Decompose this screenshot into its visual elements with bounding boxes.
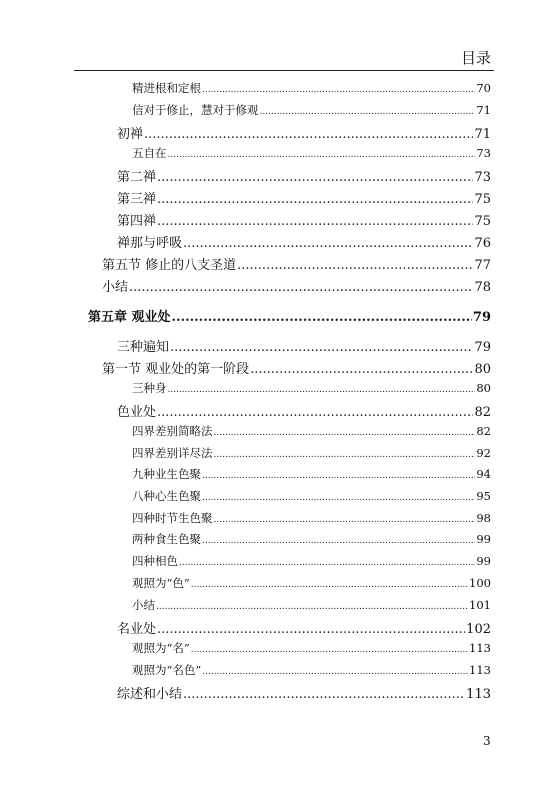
toc-entry-page: 79	[474, 340, 491, 355]
toc-entry[interactable]	[132, 575, 491, 591]
toc-entry-page: 98	[476, 511, 491, 525]
toc-entry-page: 82	[474, 405, 491, 420]
dot-leader	[250, 362, 473, 377]
toc-entry-page: 102	[466, 622, 491, 637]
dot-leader	[260, 107, 476, 117]
toc-entry-label: 第五节 修止的八支圣道	[102, 258, 237, 273]
toc-entry-label: 综述和小结	[117, 687, 183, 702]
toc-entry-page: 94	[476, 467, 491, 481]
dot-leader	[157, 192, 473, 207]
toc-entry-page: 113	[469, 663, 491, 677]
toc-entry-label: 第五章 观业处	[88, 310, 171, 325]
toc-entry-label: 色业处	[117, 405, 157, 420]
toc-entry[interactable]	[117, 336, 491, 355]
toc-entry[interactable]	[117, 683, 491, 702]
toc-entry-label: 精进根和定根	[132, 81, 201, 95]
toc-entry-page: 73	[476, 146, 491, 160]
toc-entry[interactable]	[102, 358, 491, 377]
toc-entry[interactable]	[102, 276, 491, 295]
toc-entry[interactable]	[117, 401, 491, 420]
toc-entry-page: 99	[476, 554, 491, 568]
toc-entry[interactable]	[117, 188, 491, 207]
dot-leader	[202, 493, 475, 503]
toc-entry-page: 71	[474, 127, 491, 142]
toc-entry-label: 初禅	[117, 127, 144, 142]
toc-entry[interactable]	[132, 531, 491, 547]
dot-leader	[202, 536, 475, 546]
toc-entry[interactable]	[132, 597, 491, 613]
toc-entry-page: 77	[474, 258, 491, 273]
toc-entry-label: 第三禅	[117, 192, 157, 207]
dot-leader	[129, 280, 473, 295]
toc-entry-page: 95	[476, 489, 491, 503]
toc-entry-label: 禅那与呼吸	[117, 236, 183, 251]
dot-leader	[214, 428, 476, 438]
dot-leader	[214, 450, 476, 460]
page-number: 3	[483, 734, 491, 748]
dot-leader	[191, 645, 468, 655]
toc-entry[interactable]	[117, 618, 491, 637]
toc-entry[interactable]	[132, 380, 491, 396]
toc-entry[interactable]	[132, 102, 491, 118]
dot-leader	[172, 310, 472, 325]
toc-entry-label: 小结	[132, 598, 155, 612]
dot-leader	[214, 515, 476, 525]
toc-entry[interactable]	[132, 488, 491, 504]
toc-entry-page: 80	[476, 381, 491, 395]
toc-entry-label: 五自在	[132, 146, 167, 160]
toc-entry-label: 四界差别简略法	[132, 424, 213, 438]
toc-entry[interactable]	[117, 123, 491, 142]
toc-entry[interactable]	[117, 210, 491, 229]
toc-entry-label: 三种遍知	[117, 340, 170, 355]
dot-leader	[157, 214, 473, 229]
toc-entry-label: 信对于修止，慧对于修观	[132, 103, 259, 117]
toc-entry-label: 观照为“名色”	[132, 663, 202, 677]
toc-entry[interactable]	[132, 662, 491, 678]
toc-entry-label: 观照为“名”	[132, 641, 190, 655]
toc-entry-page: 80	[474, 362, 491, 377]
toc-entry-page: 76	[474, 236, 491, 251]
toc-entry-label: 观照为“色”	[132, 576, 190, 590]
toc-entry-page: 78	[474, 280, 491, 295]
toc-entry-label: 名业处	[117, 622, 157, 637]
dot-leader	[202, 85, 475, 95]
toc-entry-page: 73	[474, 170, 491, 185]
dot-leader	[179, 558, 475, 568]
toc-entry-page: 100	[469, 576, 491, 590]
toc-entry-page: 70	[476, 81, 491, 95]
dot-leader	[144, 127, 473, 142]
toc-chapter-entry[interactable]	[88, 306, 491, 325]
toc-entry[interactable]	[117, 232, 491, 251]
dot-leader	[170, 340, 473, 355]
toc-entry-page: 113	[469, 641, 491, 655]
dot-leader	[168, 150, 476, 160]
header-rule	[74, 70, 494, 71]
dot-leader	[202, 667, 468, 677]
toc-entry[interactable]	[132, 445, 491, 461]
toc-entry-page: 82	[476, 424, 491, 438]
toc-entry-label: 四种相色	[132, 554, 178, 568]
toc-entry-page: 92	[476, 446, 491, 460]
toc-entry[interactable]	[132, 80, 491, 96]
toc-entry-label: 四界差别详尽法	[132, 446, 213, 460]
toc-entry-label: 第四禅	[117, 214, 157, 229]
toc-entry-label: 两种食生色聚	[132, 532, 201, 546]
dot-leader	[191, 580, 468, 590]
toc-entry-label: 第一节 观业处的第一阶段	[102, 362, 250, 377]
dot-leader	[183, 687, 465, 702]
toc-entry[interactable]	[132, 145, 491, 161]
toc-entry-label: 小结	[102, 280, 129, 295]
toc-entry-label: 三种身	[132, 381, 167, 395]
toc-entry[interactable]	[132, 423, 491, 439]
toc-entry-page: 101	[469, 598, 491, 612]
dot-leader	[237, 258, 473, 273]
dot-leader	[157, 405, 473, 420]
toc-entry-page: 79	[472, 310, 491, 325]
dot-leader	[157, 170, 473, 185]
toc-entry-label: 四种时节生色聚	[132, 511, 213, 525]
dot-leader	[202, 471, 475, 481]
toc-entry-label: 八种心生色聚	[132, 489, 201, 503]
toc-entry[interactable]	[132, 510, 491, 526]
toc-entry-page: 75	[474, 192, 491, 207]
dot-leader	[157, 622, 465, 637]
toc-entry-label: 第二禅	[117, 170, 157, 185]
toc-entry-page: 99	[476, 532, 491, 546]
dot-leader	[183, 236, 473, 251]
toc-entry[interactable]	[132, 640, 491, 656]
toc-entry[interactable]	[132, 553, 491, 569]
toc-entry[interactable]	[132, 466, 491, 482]
toc-entry-page: 113	[466, 687, 491, 702]
toc-entry[interactable]	[102, 254, 491, 273]
running-header: 目录	[460, 49, 491, 67]
toc-entry[interactable]	[117, 166, 491, 185]
toc-entry-page: 75	[474, 214, 491, 229]
dot-leader	[168, 385, 476, 395]
toc-entry-page: 71	[476, 103, 491, 117]
toc-entry-label: 九种业生色聚	[132, 467, 201, 481]
dot-leader	[156, 602, 468, 612]
